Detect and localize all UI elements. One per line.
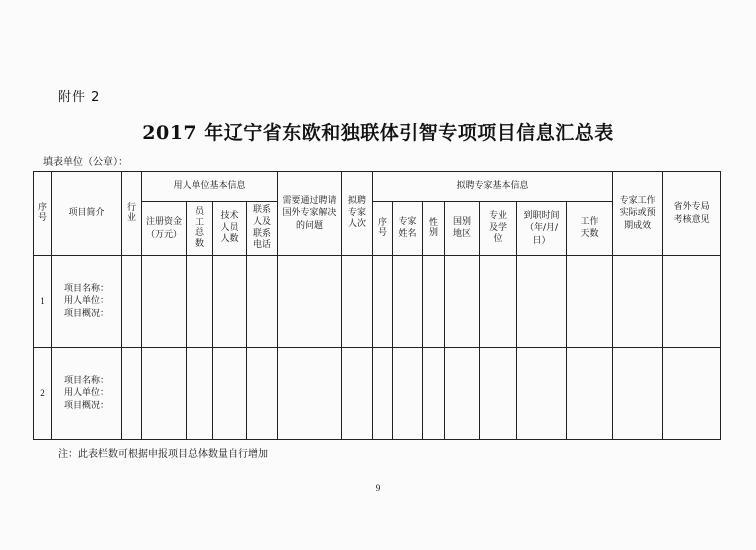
cell-major[interactable] bbox=[480, 348, 517, 440]
cell-problem[interactable] bbox=[278, 256, 342, 348]
cell-arrival[interactable] bbox=[517, 256, 567, 348]
page-number: 9 bbox=[375, 483, 381, 493]
header-problem: 需要通过聘请国外专家解决的问题 bbox=[278, 172, 342, 256]
fill-unit-label: 填表单位（公章）： bbox=[43, 157, 128, 168]
cell-evaluation[interactable] bbox=[663, 348, 721, 440]
header-row-1 bbox=[34, 172, 721, 202]
cell-contact[interactable] bbox=[247, 256, 278, 348]
header-registered-capital: 注册资金（万元） bbox=[142, 202, 187, 256]
table-footnote: 注：此表栏数可根据申报项目总体数量自行增加 bbox=[58, 449, 268, 460]
header-employer-group: 用人单位基本信息 bbox=[142, 172, 278, 202]
cell-expert-seq[interactable] bbox=[373, 348, 393, 440]
header-gender: 性别 bbox=[423, 202, 445, 256]
cell-tech-staff[interactable] bbox=[213, 256, 247, 348]
overview-label: 项目概况： bbox=[63, 400, 109, 411]
cell-contact[interactable] bbox=[247, 348, 278, 440]
cell-planned-count[interactable] bbox=[342, 348, 373, 440]
cell-results[interactable] bbox=[613, 348, 663, 440]
header-work-days: 工作天数 bbox=[567, 202, 613, 256]
employer-label: 用人单位： bbox=[63, 296, 109, 307]
header-seq: 序号 bbox=[34, 172, 52, 256]
project-info-cell bbox=[52, 348, 122, 440]
cell-expert-name[interactable] bbox=[393, 348, 423, 440]
cell-employee-total[interactable] bbox=[187, 348, 213, 440]
cell-country[interactable] bbox=[445, 256, 480, 348]
header-industry: 行业 bbox=[122, 172, 142, 256]
header-major: 专业及学位 bbox=[480, 202, 517, 256]
employer-label: 用人单位： bbox=[63, 388, 109, 399]
cell-tech-staff[interactable] bbox=[213, 348, 247, 440]
cell-expert-name[interactable] bbox=[393, 256, 423, 348]
header-expert-group: 拟聘专家基本信息 bbox=[373, 172, 613, 202]
project-name-label: 项目名称： bbox=[63, 284, 109, 295]
cell-results[interactable] bbox=[613, 256, 663, 348]
project-info-cell bbox=[52, 256, 122, 348]
attachment-label: 附件 2 bbox=[58, 90, 101, 105]
cell-industry[interactable] bbox=[122, 256, 142, 348]
cell-planned-count[interactable] bbox=[342, 256, 373, 348]
cell-work-days[interactable] bbox=[567, 256, 613, 348]
header-expert-name: 专家姓名 bbox=[393, 202, 423, 256]
header-evaluation: 省外专局考核意见 bbox=[663, 172, 721, 256]
header-expert-seq: 序号 bbox=[373, 202, 393, 256]
overview-label: 项目概况： bbox=[63, 308, 109, 319]
document-title: 2017 年辽宁省东欧和独联体引智专项项目信息汇总表 bbox=[142, 122, 614, 144]
cell-country[interactable] bbox=[445, 348, 480, 440]
cell-major[interactable] bbox=[480, 256, 517, 348]
cell-gender[interactable] bbox=[423, 348, 445, 440]
row-number: 2 bbox=[34, 348, 52, 440]
cell-industry[interactable] bbox=[122, 348, 142, 440]
cell-evaluation[interactable] bbox=[663, 256, 721, 348]
cell-work-days[interactable] bbox=[567, 348, 613, 440]
summary-table bbox=[33, 171, 721, 440]
cell-problem[interactable] bbox=[278, 348, 342, 440]
cell-registered-capital[interactable] bbox=[142, 348, 187, 440]
header-contact: 联系人及联系电话 bbox=[247, 202, 278, 256]
cell-arrival[interactable] bbox=[517, 348, 567, 440]
header-country: 国别地区 bbox=[445, 202, 480, 256]
table-row bbox=[34, 256, 721, 348]
header-planned-count: 拟聘专家人次 bbox=[342, 172, 373, 256]
header-employee-total: 员工总数 bbox=[187, 202, 213, 256]
header-arrival: 到职时间（年/月/日） bbox=[517, 202, 567, 256]
table-row bbox=[34, 348, 721, 440]
header-tech-staff: 技术人员人数 bbox=[213, 202, 247, 256]
project-name-label: 项目名称： bbox=[63, 376, 109, 387]
cell-employee-total[interactable] bbox=[187, 256, 213, 348]
header-project-intro: 项目简介 bbox=[52, 172, 122, 256]
header-results: 专家工作实际或预期成效 bbox=[613, 172, 663, 256]
cell-registered-capital[interactable] bbox=[142, 256, 187, 348]
cell-gender[interactable] bbox=[423, 256, 445, 348]
cell-expert-seq[interactable] bbox=[373, 256, 393, 348]
row-number: 1 bbox=[34, 256, 52, 348]
